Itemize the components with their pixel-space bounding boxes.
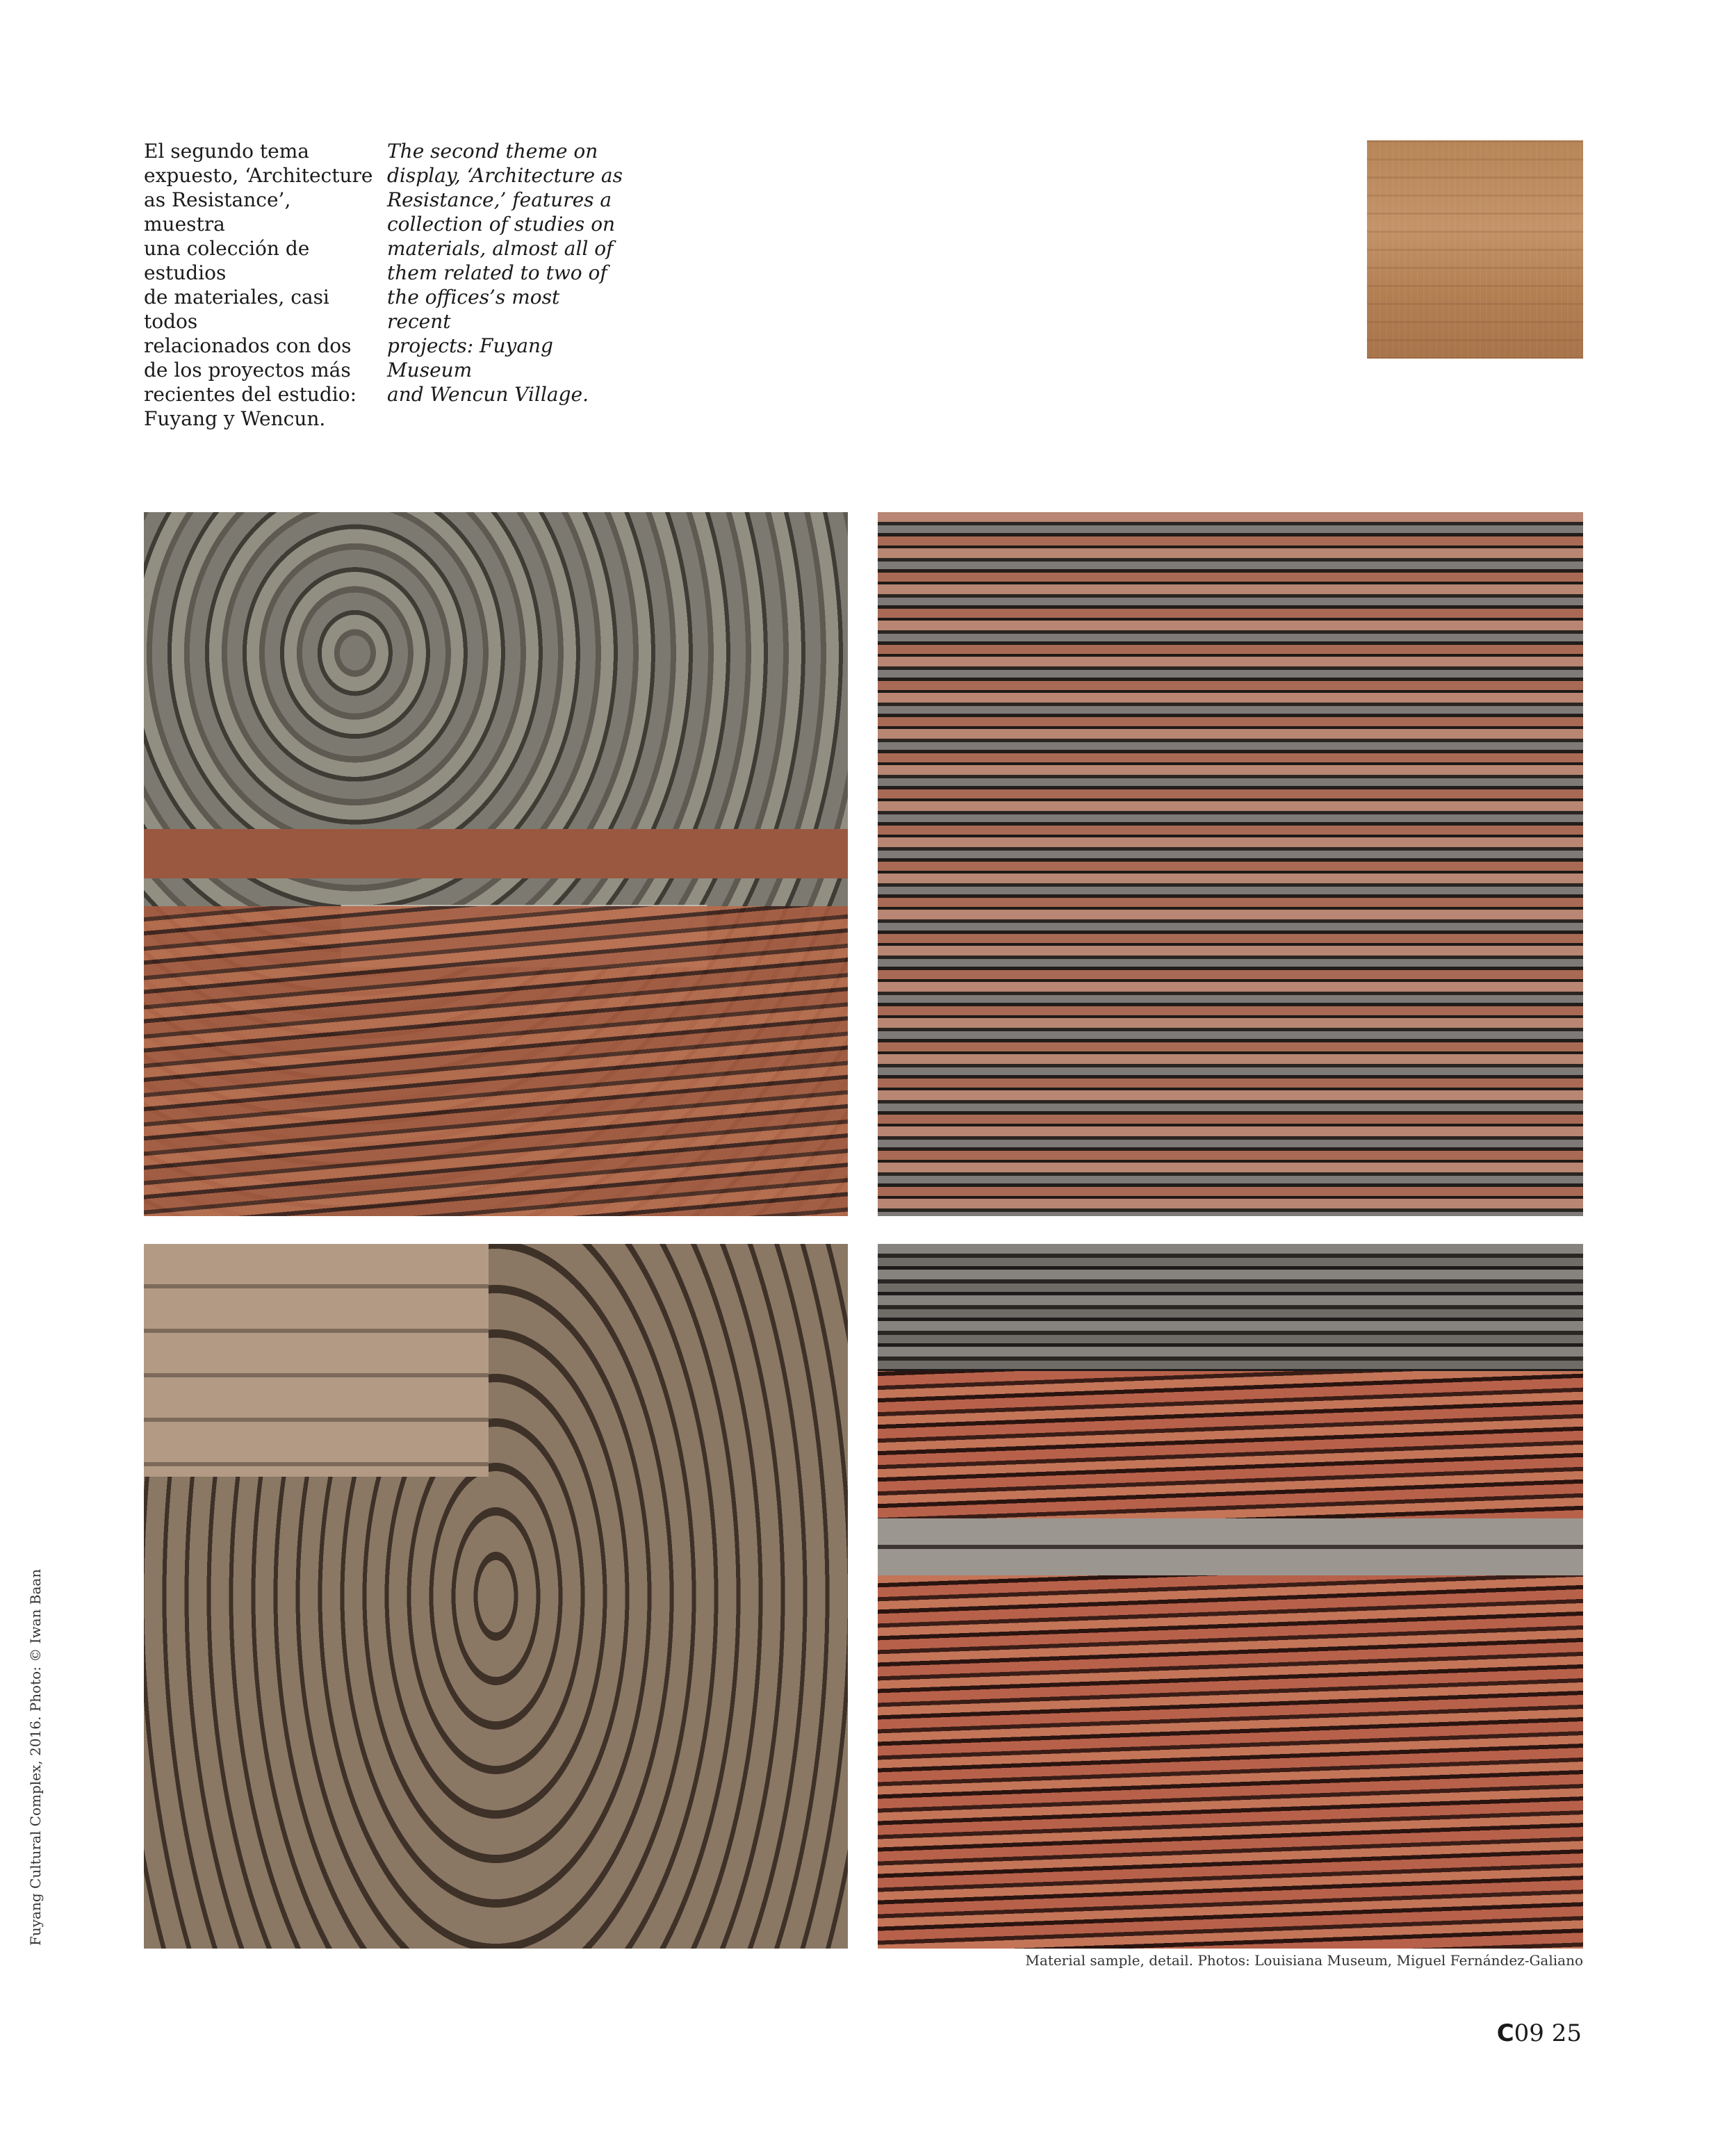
stacked-tile-brick-wall-photo — [878, 512, 1583, 1216]
magazine-logo: C — [1496, 2019, 1514, 2047]
issue-number: 09 — [1514, 2019, 1544, 2047]
brick-and-stone-wall-photo — [144, 1244, 848, 1949]
intro-text-english: The second theme on display, ‘Architecture as Resistance,’ features a collection of studies on materials, almost all of them related to two of the offices’s most recent projects: Fuyang Museum and Wencun Village. — [387, 140, 623, 406]
page-number: 25 — [1551, 2019, 1582, 2047]
material-sample-caption: Material sample, detail. Photos: Louisiana Museum, Miguel Fernández-Galiano — [1025, 1952, 1583, 1969]
rammed-earth-thumbnail-photo — [1367, 140, 1583, 359]
side-photo-credit: Fuyang Cultural Complex, 2016. Photo: © Iwan Baan — [27, 1568, 44, 1946]
intro-text-spanish: El segundo tema expuesto, ‘Architecture as Resistance’, muestra una colección de estudios de materiales, casi todos relacionados con dos de los proyectos más recientes del estudio: Fuyang y Wencun. — [144, 140, 373, 430]
red-tile-wall-photo — [878, 1244, 1583, 1949]
stone-and-tile-wall-photo — [144, 512, 848, 1216]
page-footer — [1497, 2019, 1582, 2047]
